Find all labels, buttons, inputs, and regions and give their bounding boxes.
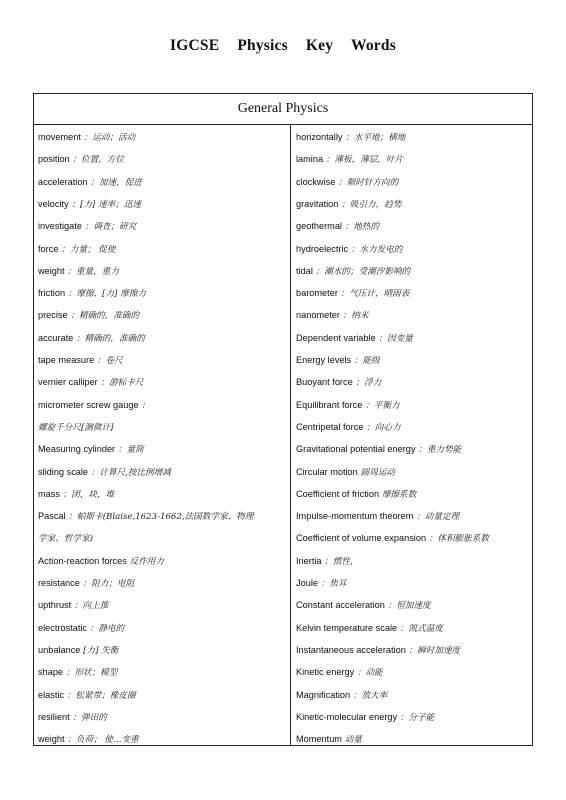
glossary-definition: 体积膨胀系数 bbox=[437, 534, 489, 545]
term-separator: ： bbox=[323, 155, 335, 166]
term-separator: ： bbox=[94, 356, 106, 366]
glossary-term: barometer bbox=[296, 288, 338, 299]
glossary-entry bbox=[296, 505, 530, 527]
glossary-term: Circular motion bbox=[296, 466, 358, 477]
glossary-definition: 地热的 bbox=[353, 222, 380, 233]
term-separator: ： bbox=[81, 222, 94, 233]
glossary-entry bbox=[296, 527, 530, 549]
glossary-definition: 潮水的；受潮汐影响的 bbox=[324, 266, 411, 277]
glossary-entry bbox=[38, 438, 286, 460]
glossary-term: Action-reaction forces bbox=[38, 555, 127, 566]
glossary-term: nanometer bbox=[296, 310, 340, 321]
term-separator: ： bbox=[68, 199, 80, 210]
glossary-entry bbox=[38, 461, 286, 483]
glossary-term: Measuring cylinder bbox=[38, 444, 116, 455]
glossary-entry bbox=[38, 260, 286, 282]
glossary-term: Kinetic-molecular energy bbox=[296, 711, 398, 722]
term-separator: ： bbox=[67, 311, 79, 322]
glossary-definition: 弹田的 bbox=[81, 712, 107, 723]
term-separator: ： bbox=[79, 579, 92, 589]
glossary-definition: 重力势能 bbox=[426, 445, 462, 456]
glossary-definition: 向心力 bbox=[374, 422, 401, 433]
glossary-entry bbox=[296, 171, 530, 193]
glossary-entry bbox=[296, 148, 530, 170]
glossary-entry bbox=[296, 483, 530, 505]
glossary-definition: 动能 bbox=[365, 668, 383, 679]
glossary-term: hydroelectric bbox=[296, 243, 349, 254]
glossary-term: Equilibrant force bbox=[296, 399, 363, 410]
term-separator: ： bbox=[362, 400, 374, 411]
glossary-definition: 调查；研究 bbox=[93, 222, 137, 233]
glossary-term: Kelvin temperature scale bbox=[296, 622, 398, 633]
glossary-definition: 顺时针方向的 bbox=[346, 177, 399, 188]
glossary-term: Impulse-momentum theorem bbox=[296, 511, 414, 522]
glossary-definition: 团，块，堆 bbox=[71, 489, 115, 500]
glossary-definition: 惯性， bbox=[332, 556, 359, 567]
glossary-entry bbox=[38, 483, 286, 505]
glossary-entry bbox=[38, 394, 286, 439]
glossary-entry bbox=[38, 126, 286, 148]
glossary-entry bbox=[296, 594, 530, 616]
glossary-definition: 向上推 bbox=[82, 601, 109, 612]
term-separator: ： bbox=[312, 266, 325, 277]
glossary-definition-continued: 学家、哲学家) bbox=[38, 534, 93, 545]
glossary-entry bbox=[296, 572, 530, 594]
glossary-entry bbox=[296, 728, 530, 750]
term-separator: ： bbox=[352, 378, 365, 389]
glossary-definition: 纳米 bbox=[351, 311, 369, 322]
glossary-term: weight bbox=[38, 265, 65, 276]
glossary-term: resilient bbox=[38, 711, 70, 722]
glossary-entry bbox=[296, 349, 530, 371]
glossary-entry bbox=[296, 461, 530, 483]
glossary-definition: 阻力；电阻 bbox=[91, 579, 135, 589]
glossary-definition: 动量 bbox=[344, 735, 362, 746]
glossary-definition: 恒加速度 bbox=[396, 601, 431, 612]
glossary-definition: 薄板，薄层，叶片 bbox=[334, 155, 404, 166]
glossary-definition: 加速，促进 bbox=[98, 177, 142, 188]
term-separator: ： bbox=[337, 289, 350, 300]
glossary-entry bbox=[38, 684, 286, 706]
term-separator: ： bbox=[397, 712, 409, 723]
term-separator: ： bbox=[415, 445, 427, 456]
glossary-term: Momentum bbox=[296, 734, 342, 745]
term-separator: ： bbox=[69, 712, 81, 723]
glossary-definition: 重量，重力 bbox=[75, 266, 119, 277]
term-separator: ： bbox=[348, 244, 360, 255]
glossary-definition: 平衡力 bbox=[373, 400, 400, 411]
glossary-term: gravitation bbox=[296, 198, 339, 209]
glossary-entry bbox=[38, 661, 286, 683]
glossary-entry bbox=[38, 193, 286, 215]
glossary-term: Inertia bbox=[296, 555, 322, 566]
glossary-definition-continued: 螺旋千分尺[测微计] bbox=[38, 422, 114, 433]
glossary-entry bbox=[296, 193, 530, 215]
glossary-term: geothermal bbox=[296, 221, 342, 232]
glossary-definition: 量筒 bbox=[126, 445, 144, 456]
term-separator: ： bbox=[97, 378, 110, 389]
glossary-definition: 吸引力，趋势 bbox=[349, 199, 402, 210]
glossary-term: movement bbox=[38, 132, 81, 142]
glossary-entry bbox=[296, 394, 530, 416]
glossary-term: Dependent variable bbox=[296, 332, 376, 343]
term-separator: ： bbox=[88, 467, 100, 478]
glossary-entry bbox=[296, 684, 530, 706]
glossary-entry bbox=[38, 148, 286, 170]
term-separator: ： bbox=[321, 556, 333, 567]
term-separator: ： bbox=[413, 512, 425, 523]
term-separator: ： bbox=[384, 601, 397, 612]
glossary-definition: 因变量 bbox=[387, 333, 413, 344]
glossary-term: upthrust bbox=[38, 600, 72, 611]
glossary-entry bbox=[296, 304, 530, 326]
glossary-term: investigate bbox=[38, 221, 82, 232]
term-separator: ： bbox=[335, 177, 347, 188]
glossary-entry bbox=[296, 617, 530, 639]
glossary-entry bbox=[38, 550, 286, 572]
term-separator: ： bbox=[363, 422, 375, 433]
term-separator: ： bbox=[64, 735, 76, 746]
glossary-term: accurate bbox=[38, 332, 74, 343]
glossary-entry bbox=[296, 438, 530, 460]
glossary-term: Gravitational potential energy bbox=[296, 444, 416, 455]
glossary-term: precise bbox=[38, 310, 68, 321]
glossary-term: Coefficient of volume expansion bbox=[296, 533, 427, 544]
glossary-entry bbox=[38, 505, 286, 550]
glossary-entry bbox=[38, 171, 286, 193]
term-separator: ： bbox=[426, 534, 438, 545]
glossary-term: Joule bbox=[296, 578, 318, 588]
glossary-entry bbox=[38, 728, 286, 750]
table-body bbox=[34, 125, 532, 745]
glossary-entry bbox=[296, 371, 530, 393]
glossary-definition: 摩擦系数 bbox=[381, 489, 417, 500]
term-separator: ： bbox=[64, 690, 76, 701]
glossary-entry bbox=[38, 594, 286, 616]
glossary-term: elastic bbox=[38, 689, 65, 700]
glossary-entry bbox=[38, 371, 286, 393]
glossary-definition: 焦耳 bbox=[329, 579, 347, 589]
glossary-definition: 水力发电的 bbox=[359, 244, 403, 255]
term-separator: ： bbox=[339, 311, 352, 322]
glossary-term: shape bbox=[38, 667, 64, 678]
glossary-term: force bbox=[38, 243, 59, 254]
glossary-term: Centripetal force bbox=[296, 421, 364, 432]
glossary-definition: 卷尺 bbox=[105, 356, 123, 366]
glossary-definition: 负荷； 使…变重 bbox=[75, 735, 139, 746]
glossary-entry bbox=[296, 416, 530, 438]
glossary-entry bbox=[38, 639, 286, 661]
glossary-entry bbox=[38, 282, 286, 304]
glossary-definition: 反作用力 bbox=[129, 556, 164, 567]
glossary-definition: 形状；模型 bbox=[74, 668, 118, 679]
glossary-definition: 松紧带；橡皮圈 bbox=[75, 690, 136, 701]
term-separator: ： bbox=[342, 133, 354, 143]
glossary-term: Coefficient of friction bbox=[296, 488, 380, 499]
glossary-term: Pascal bbox=[38, 511, 66, 522]
glossary-entry bbox=[296, 282, 530, 304]
glossary-entry bbox=[38, 304, 286, 326]
glossary-definition: 放大率 bbox=[361, 690, 388, 701]
glossary-term: velocity bbox=[38, 198, 69, 209]
glossary-definition: 帕斯卡(Blaise,1623-1662,法国数学家、物理 bbox=[76, 512, 254, 523]
term-separator: ： bbox=[59, 489, 72, 500]
term-separator: ： bbox=[87, 177, 99, 188]
glossary-definition: 水平地；横地 bbox=[353, 133, 406, 143]
glossary-entry bbox=[296, 126, 530, 148]
glossary-entry bbox=[38, 572, 286, 594]
term-separator: ： bbox=[80, 133, 93, 143]
term-separator: ： bbox=[405, 645, 418, 656]
glossary-term: horizontally bbox=[296, 132, 343, 142]
glossary-definition: 气压计，晴雨表 bbox=[349, 289, 410, 300]
glossary-term: vernier calliper bbox=[38, 377, 98, 388]
glossary-entry bbox=[38, 238, 286, 260]
term-separator: ： bbox=[351, 356, 363, 366]
glossary-entry bbox=[296, 550, 530, 572]
glossary-term: tidal bbox=[296, 265, 313, 276]
term-separator: ： bbox=[350, 690, 362, 701]
glossary-entry bbox=[296, 639, 530, 661]
term-separator: ： bbox=[64, 266, 76, 277]
glossary-definition: 运动；活动 bbox=[92, 133, 136, 143]
glossary-term: unbalance bbox=[38, 644, 81, 655]
term-separator: ： bbox=[338, 199, 350, 210]
glossary-definition: 位置，方位 bbox=[81, 155, 124, 166]
term-separator: ： bbox=[71, 601, 83, 612]
term-separator: ： bbox=[87, 623, 99, 634]
glossary-entry bbox=[296, 238, 530, 260]
term-separator: ： bbox=[341, 222, 354, 233]
glossary-term: Energy levels bbox=[296, 355, 352, 365]
glossary-term: tape measure bbox=[38, 355, 95, 365]
glossary-term: electrostatic bbox=[38, 622, 88, 633]
glossary-term: micrometer screw gauge bbox=[38, 399, 139, 410]
glossary-term: Buoyant force bbox=[296, 377, 353, 388]
glossary-definition: 分子能 bbox=[408, 712, 435, 723]
document-title: IGCSE Physics Key Words bbox=[170, 37, 396, 54]
term-separator: ： bbox=[375, 333, 388, 344]
term-separator: ： bbox=[65, 289, 77, 300]
term-separator: ： bbox=[397, 623, 409, 634]
glossary-entry bbox=[38, 706, 286, 728]
glossary-definition: 凯式温度 bbox=[408, 623, 443, 634]
glossary-term: mass bbox=[38, 488, 60, 499]
glossary-term: clockwise bbox=[296, 176, 336, 187]
glossary-term: Kinetic energy bbox=[296, 667, 355, 678]
glossary-term: Magnification bbox=[296, 689, 351, 700]
column-divider bbox=[290, 125, 291, 745]
glossary-term: Instantaneous acceleration bbox=[296, 644, 406, 655]
glossary-entry bbox=[296, 327, 530, 349]
glossary-term: position bbox=[38, 154, 70, 165]
glossary-definition: 静电的 bbox=[98, 623, 125, 634]
glossary-definition: 精确的，准确的 bbox=[84, 333, 145, 344]
glossary-entry bbox=[38, 327, 286, 349]
term-separator: ： bbox=[65, 512, 77, 523]
term-separator: ： bbox=[115, 445, 127, 456]
term-separator: ： bbox=[69, 155, 81, 166]
term-separator: ： bbox=[354, 668, 366, 679]
glossary-entry bbox=[38, 215, 286, 237]
glossary-definition: 圆周运动 bbox=[360, 467, 395, 478]
glossary-term: acceleration bbox=[38, 176, 88, 187]
glossary-term: weight bbox=[38, 734, 65, 745]
term-separator: ： bbox=[73, 333, 85, 344]
glossary-term: resistance bbox=[38, 578, 80, 588]
term-separator: ： bbox=[317, 579, 330, 589]
glossary-entry bbox=[296, 661, 530, 683]
vocabulary-table bbox=[33, 93, 533, 746]
glossary-definition: 计算尺,按比例增减 bbox=[99, 467, 171, 478]
glossary-definition: 能级 bbox=[362, 356, 380, 366]
glossary-definition: 精确的，准确的 bbox=[78, 311, 140, 322]
glossary-definition: 浮力 bbox=[364, 378, 382, 389]
glossary-definition: [力] 速率；迅速 bbox=[79, 199, 141, 210]
term-separator: ： bbox=[63, 668, 75, 679]
glossary-definition: 摩擦，[力] 摩擦力 bbox=[76, 289, 146, 300]
term-separator: ： bbox=[58, 244, 70, 255]
section-heading: General Physics bbox=[34, 94, 532, 125]
glossary-entry bbox=[38, 617, 286, 639]
term-separator: ： bbox=[138, 400, 150, 411]
glossary-entry bbox=[296, 260, 530, 282]
glossary-term: lamina bbox=[296, 154, 324, 165]
glossary-term: friction bbox=[38, 288, 66, 299]
glossary-entry bbox=[296, 706, 530, 728]
glossary-definition: [力] 失衡 bbox=[83, 645, 119, 656]
glossary-entry bbox=[296, 215, 530, 237]
glossary-entry bbox=[38, 349, 286, 371]
glossary-definition: 动量定理 bbox=[424, 512, 460, 523]
glossary-definition: 游标卡尺 bbox=[109, 378, 144, 389]
glossary-term: Constant acceleration bbox=[296, 600, 385, 611]
glossary-term: sliding scale bbox=[38, 466, 89, 477]
glossary-definition: 瞬时加速度 bbox=[417, 645, 461, 656]
glossary-definition: 力量； 促使 bbox=[69, 244, 116, 255]
